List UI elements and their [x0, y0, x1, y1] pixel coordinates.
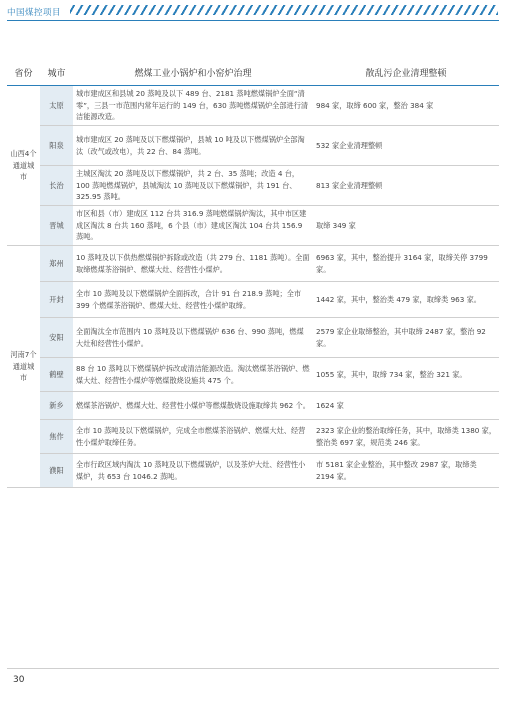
footer-rule: [7, 668, 499, 669]
enterprise-cleanup-cell: 2579 家企业取缔整治，其中取缔 2487 家，整治 92 家。: [313, 318, 499, 358]
province-cell: 山西4个通道城市: [7, 86, 40, 246]
enterprise-cleanup-cell: 1624 家: [313, 392, 499, 420]
table-row: [7, 246, 499, 282]
table-row: [7, 86, 499, 126]
table-row: [7, 392, 499, 420]
table-row: [7, 454, 499, 488]
table-row: [7, 420, 499, 454]
boiler-measure-cell: 燃煤茶浴锅炉、燃煤大灶、经营性小煤炉等燃煤散烧设施取缔共 962 个。: [73, 392, 313, 420]
column-header-boiler: 燃煤工业小锅炉和小窑炉治理: [73, 60, 313, 86]
table-header-row: [7, 60, 499, 86]
city-cell: 郑州: [40, 246, 73, 282]
boiler-measure-cell: 10 蒸吨及以下供热燃煤锅炉拆除或改造（共 279 台、1181 蒸吨）。全面取缔燃煤茶浴锅炉、燃煤大灶、经营性小煤炉。: [73, 246, 313, 282]
column-header-city: 城市: [40, 60, 73, 86]
table-row: [7, 126, 499, 166]
boiler-measure-cell: 城市建成区 20 蒸吨及以下燃煤锅炉，县城 10 吨及以下燃煤锅炉全部淘汰（改气或改电），共 22 台、84 蒸吨。: [73, 126, 313, 166]
enterprise-cleanup-cell: 813 家企业清理整顿: [313, 166, 499, 206]
header-stripe-decoration: [70, 5, 498, 15]
column-header-province: 省份: [7, 60, 40, 86]
enterprise-cleanup-cell: 6963 家，其中，整治提升 3164 家，取缔关停 3799 家。: [313, 246, 499, 282]
boiler-measure-cell: 市区和县（市）建成区 112 台共 316.9 蒸吨燃煤锅炉淘汰，其中市区建成区淘汰 8 台共 160 蒸吨，6 个县（市）建成区淘汰 104 台共 156.9 蒸吨。: [73, 206, 313, 246]
enterprise-cleanup-cell: 1442 家，其中，整治类 479 家，取缔类 963 家。: [313, 282, 499, 318]
table-body: [7, 86, 499, 488]
boiler-measure-cell: 全市 10 蒸吨及以下燃煤锅炉全面拆改，合计 91 台 218.9 蒸吨；全市 399 个燃煤茶浴锅炉、燃煤大灶、经营性小煤炉取缔。: [73, 282, 313, 318]
boiler-measure-cell: 主城区淘汰 20 蒸吨及以下燃煤锅炉，共 2 台、35 蒸吨；改造 4 台，100 蒸吨燃煤锅炉，县城淘汰 10 蒸吨及以下燃煤锅炉，共 191 台、325.95 蒸吨。: [73, 166, 313, 206]
table-row: [7, 318, 499, 358]
boiler-measure-cell: 全市行政区域内淘汰 10 蒸吨及以下燃煤锅炉，以及茶炉大灶、经营性小煤炉，共 653 台 1046.2 蒸吨。: [73, 454, 313, 488]
table-row: [7, 358, 499, 392]
enterprise-cleanup-cell: 532 家企业清理整顿: [313, 126, 499, 166]
city-cell: 开封: [40, 282, 73, 318]
city-cell: 晋城: [40, 206, 73, 246]
table-row: [7, 166, 499, 206]
boiler-measure-cell: 88 台 10 蒸吨以下燃煤锅炉拆改或清洁能源改造。淘汰燃煤茶浴锅炉、燃煤大灶、经营性小煤炉等燃煤散烧设施共 475 个。: [73, 358, 313, 392]
page-header: [0, 0, 506, 22]
city-cell: 濮阳: [40, 454, 73, 488]
table-row: [7, 282, 499, 318]
city-cell: 长治: [40, 166, 73, 206]
city-cell: 新乡: [40, 392, 73, 420]
header-brand: 中国煤控项目: [7, 8, 62, 18]
city-cell: 鹤壁: [40, 358, 73, 392]
city-cell: 太原: [40, 86, 73, 126]
city-cell: 安阳: [40, 318, 73, 358]
boiler-measure-cell: 全面淘汰全市范围内 10 蒸吨及以下燃煤锅炉 636 台、990 蒸吨，燃煤大灶和经营性小煤炉。: [73, 318, 313, 358]
province-cell: 河南7个通道城市: [7, 246, 40, 488]
page-number: 30: [13, 675, 25, 685]
enterprise-cleanup-cell: 2323 家企业的整治取缔任务，其中，取缔类 1380 家，整治类 697 家，规范类 246 家。: [313, 420, 499, 454]
boiler-measure-cell: 全市 10 蒸吨及以下燃煤锅炉，完成全市燃煤茶浴锅炉、燃煤大灶、经营性小煤炉取缔任务。: [73, 420, 313, 454]
city-cell: 焦作: [40, 420, 73, 454]
enterprise-cleanup-cell: 市 5181 家企业整治，其中整改 2987 家，取缔类 2194 家。: [313, 454, 499, 488]
enterprise-cleanup-cell: 1055 家，其中，取缔 734 家，整治 321 家。: [313, 358, 499, 392]
city-cell: 阳泉: [40, 126, 73, 166]
enterprise-cleanup-cell: 984 家，取缔 600 家，整治 384 家: [313, 86, 499, 126]
table-row: [7, 206, 499, 246]
column-header-enterprise: 散乱污企业清理整顿: [313, 60, 499, 86]
governance-table: [7, 60, 499, 488]
boiler-measure-cell: 城市建成区和县城 20 蒸吨及以下 489 台、2181 蒸吨燃煤锅炉全面“清零”，三县一市范围内常年运行的 149 台，630 蒸吨燃煤锅炉全部进行清洁能源改造。: [73, 86, 313, 126]
enterprise-cleanup-cell: 取缔 349 家: [313, 206, 499, 246]
header-rule: [7, 20, 499, 21]
